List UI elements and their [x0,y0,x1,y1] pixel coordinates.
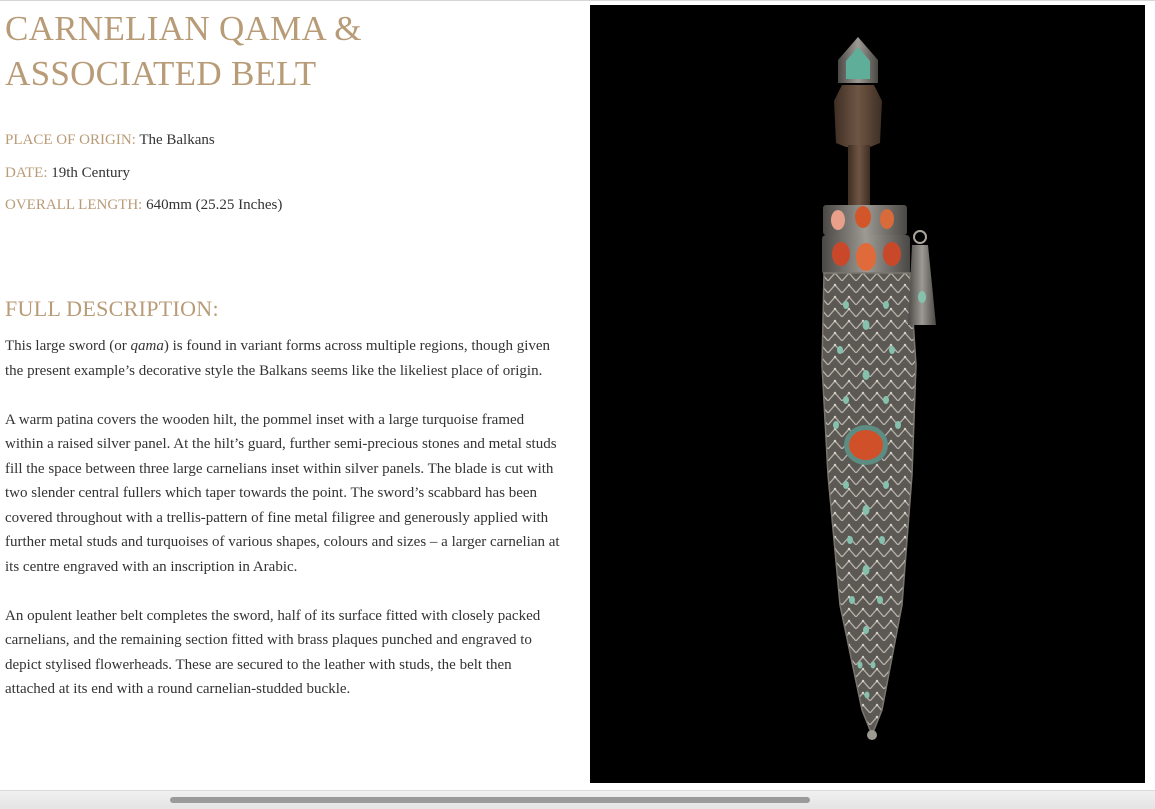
wooden-hilt [834,85,882,147]
origin-label: PLACE OF ORIGIN: [5,132,136,148]
product-photo[interactable] [590,5,1145,783]
description-heading: FULL DESCRIPTION: [5,296,219,321]
length-label: OVERALL LENGTH: [5,197,143,213]
detail-origin [5,124,575,157]
hilt-grip [848,145,870,207]
suspension-mount [908,245,936,325]
guard-stone-3 [880,209,894,229]
horizontal-scrollbar[interactable] [0,790,1155,809]
description-paragraph-2: A warm patina covers the wooden hilt, the pommel inset with a large turquoise framed within a raised silver panel. At the hilt’s guard, further semi-precious stones and metal studs fill the space between three large carnelians inset within silver panels. The blade is cut with two slender central fullers which taper towards the point. The sword’s scabbard has been covered throughout with a trellis-pattern of fine metal filigree and generously applied with further metal studs and turquoises of various shapes, colours and sizes – a larger carnelian at its centre engraved with an inscription in Arabic. [5,411,560,575]
description-paragraph-1 [5,334,565,383]
date-value: 19th Century [51,164,130,181]
length-value: 640mm (25.25 Inches) [146,197,283,213]
item-details [5,124,575,222]
p1-text-end: ) is found in variant forms across multiple regions, though given the present example’s decorative style the Balkans seems like the likeliest place of origin. [5,338,551,379]
title-line-2: ASSOCIATED BELT [5,54,317,93]
description-body [5,334,565,726]
p1-emphasis: qama [130,338,164,354]
carnelian-stone-3 [883,242,901,266]
detail-date [5,157,575,190]
date-label: DATE: [5,164,48,181]
guard-stone-2 [855,206,871,228]
mount-stone [918,291,926,303]
central-carnelian [849,430,883,460]
detail-length [5,189,575,222]
description-paragraph-3: An opulent leather belt completes the sword, half of its surface fitted with closely packed carnelians, and the remaining section fitted with brass plaques punched and engraved to depict stylised flowerheads. These are secured to the leather with studs, the belt then attached at its end with a round carnelian-studded buckle. [5,607,541,697]
scabbard-tip [867,730,877,740]
content-column [5,0,575,697]
suspension-ring [914,231,926,243]
filigree-scabbard [822,273,916,735]
carnelian-stone-2 [856,243,876,271]
scrollbar-thumb[interactable] [170,797,810,803]
title-line-1: CARNELIAN QAMA & [5,9,362,48]
sword-illustration [590,5,1145,783]
carnelian-stone-1 [832,242,850,266]
origin-value: The Balkans [139,132,215,148]
p1-text-start: This large sword (or [5,338,131,354]
page-title [5,6,575,96]
guard-stone-1 [831,210,845,230]
